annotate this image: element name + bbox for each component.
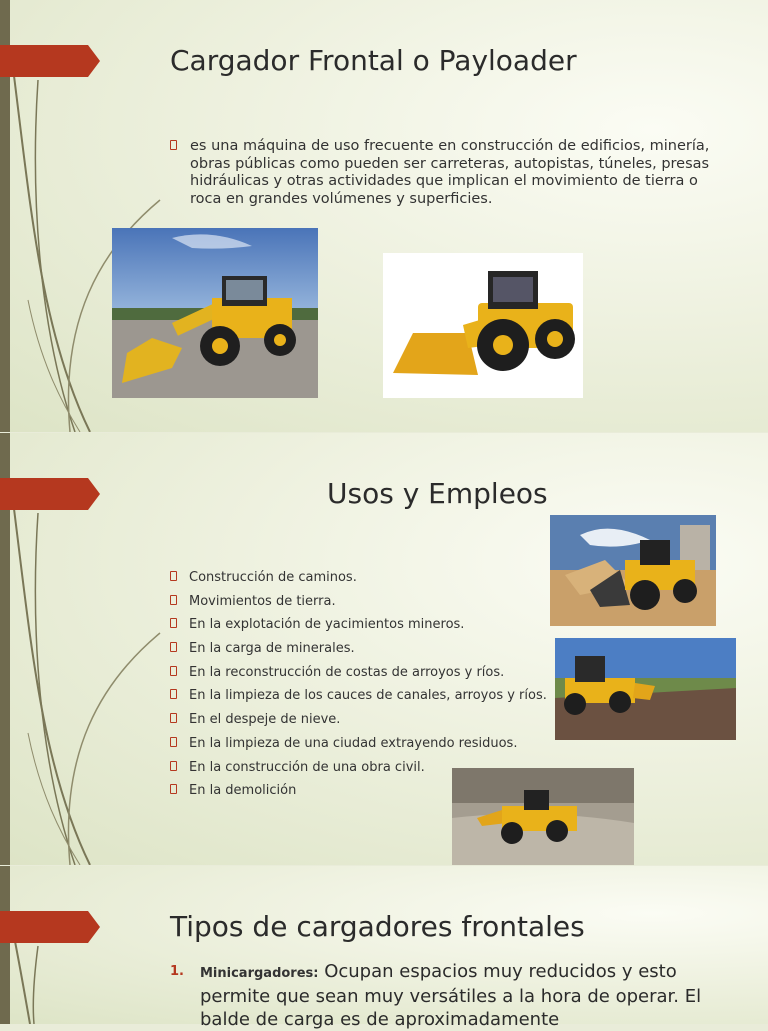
bullet-icon <box>170 713 177 723</box>
bullet-icon <box>170 595 177 605</box>
list-item: En la explotación de yacimientos mineros. <box>170 615 547 639</box>
loader-photo-2 <box>383 253 583 398</box>
bullet-icon <box>170 571 177 581</box>
list-item: En la limpieza de los cauces de canales, arroyos y ríos. <box>170 686 547 710</box>
slide-3-title: Tipos de cargadores frontales <box>170 910 585 943</box>
bullet-icon <box>170 689 177 699</box>
list-item: En la construcción de una obra civil. <box>170 758 547 782</box>
list-number: 1. <box>170 964 184 979</box>
list-item: En el despeje de nieve. <box>170 710 547 734</box>
uses-list <box>170 568 547 805</box>
title-tag <box>0 45 100 77</box>
types-list <box>170 960 730 1031</box>
list-item: En la reconstrucción de costas de arroyos y ríos. <box>170 663 547 687</box>
list-item: En la carga de minerales. <box>170 639 547 663</box>
list-item: En la limpieza de una ciudad extrayendo residuos. <box>170 734 547 758</box>
list-item: En la demolición <box>170 781 547 805</box>
list-item <box>170 960 730 1031</box>
type-term: Minicargadores: <box>200 966 319 981</box>
bullet-icon <box>170 737 177 747</box>
list-item: Construcción de caminos. <box>170 568 547 592</box>
bullet-icon <box>170 666 177 676</box>
title-tag <box>0 911 100 943</box>
bullet-icon <box>170 642 177 652</box>
loader-photo-3 <box>550 515 716 626</box>
loader-photo-4 <box>555 638 736 740</box>
slide-1-title: Cargador Frontal o Payloader <box>170 44 577 77</box>
bullet-icon <box>170 618 177 628</box>
title-tag <box>0 478 100 510</box>
bullet-icon <box>170 784 177 794</box>
list-item: Movimientos de tierra. <box>170 592 547 616</box>
slide-1-description: es una máquina de uso frecuente en construcción de edificios, minería, obras públicas como pueden ser carreteras, autopistas, túneles, presas hidráulicas y otras actividades que implican el movimiento de tierra o roca en grandes volúmenes y superficies. <box>190 138 710 207</box>
type-description: Ocupan espacios muy reducidos y esto permite que sean muy versátiles a la hora de operar. El balde de carga es de aproximadamente <box>200 961 702 1030</box>
slide-1 <box>0 0 768 432</box>
slide-2-title: Usos y Empleos <box>327 477 548 510</box>
bullet-icon <box>170 761 177 771</box>
bullet-icon <box>170 140 177 150</box>
loader-photo-1 <box>112 228 318 398</box>
